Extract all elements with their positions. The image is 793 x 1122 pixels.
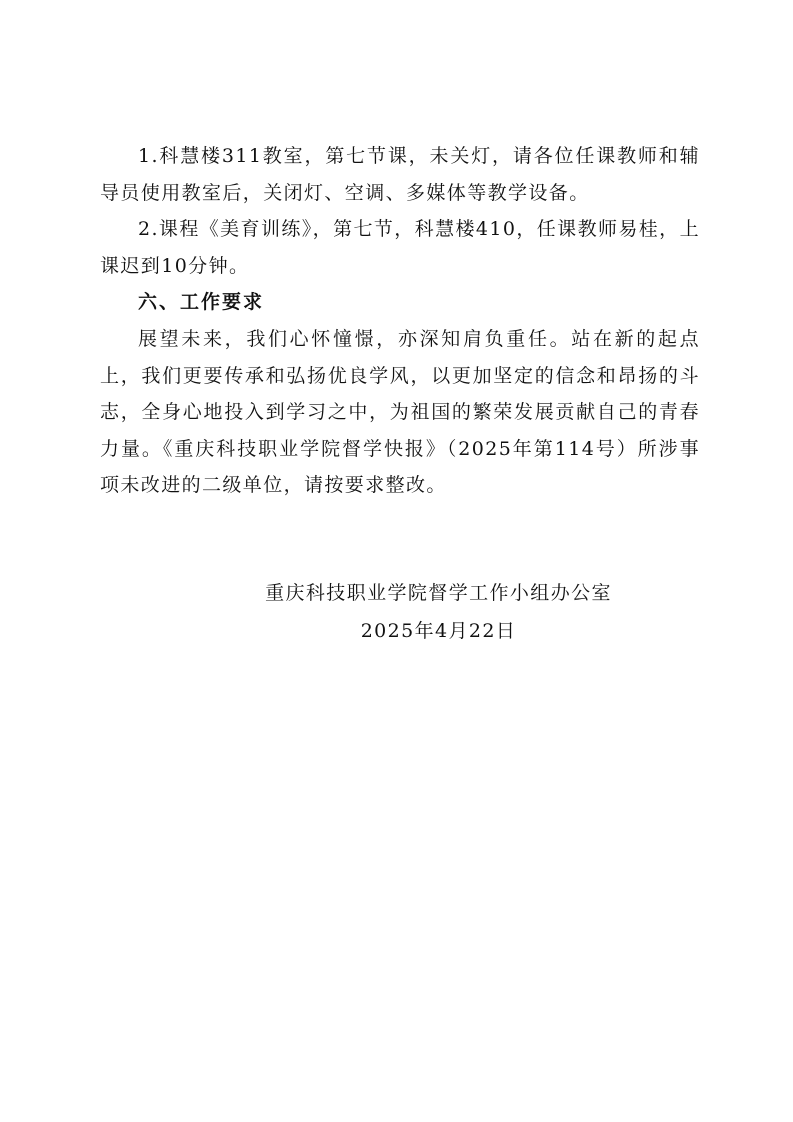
section-heading: 六、工作要求: [138, 291, 265, 314]
document-body: [100, 138, 700, 504]
signature-date: 2025年4月22日: [360, 620, 517, 642]
issue-item-1: 1.科慧楼311教室，第七节课，未关灯，请各位任课教师和辅导员使用教室后，关闭灯、空调、多媒体等教学设备。: [100, 145, 700, 204]
issue-item-2: 2.课程《美育训练》，第七节，科慧楼410，任课教师易桂，上课迟到10分钟。: [100, 218, 700, 277]
requirement-paragraph: 展望未来，我们心怀憧憬，亦深知肩负重任。站在新的起点上，我们更要传承和弘扬优良学风，以更加坚定的信念和昂扬的斗志，全身心地投入到学习之中，为祖国的繁荣发展贡献自己的青春力量。《重庆科技职业学院督学快报》（2025年第114号）所涉事项未改进的二级单位，请按要求整改。: [100, 327, 700, 497]
signature-organization: 重庆科技职业学院督学工作小组办公室: [265, 582, 612, 604]
